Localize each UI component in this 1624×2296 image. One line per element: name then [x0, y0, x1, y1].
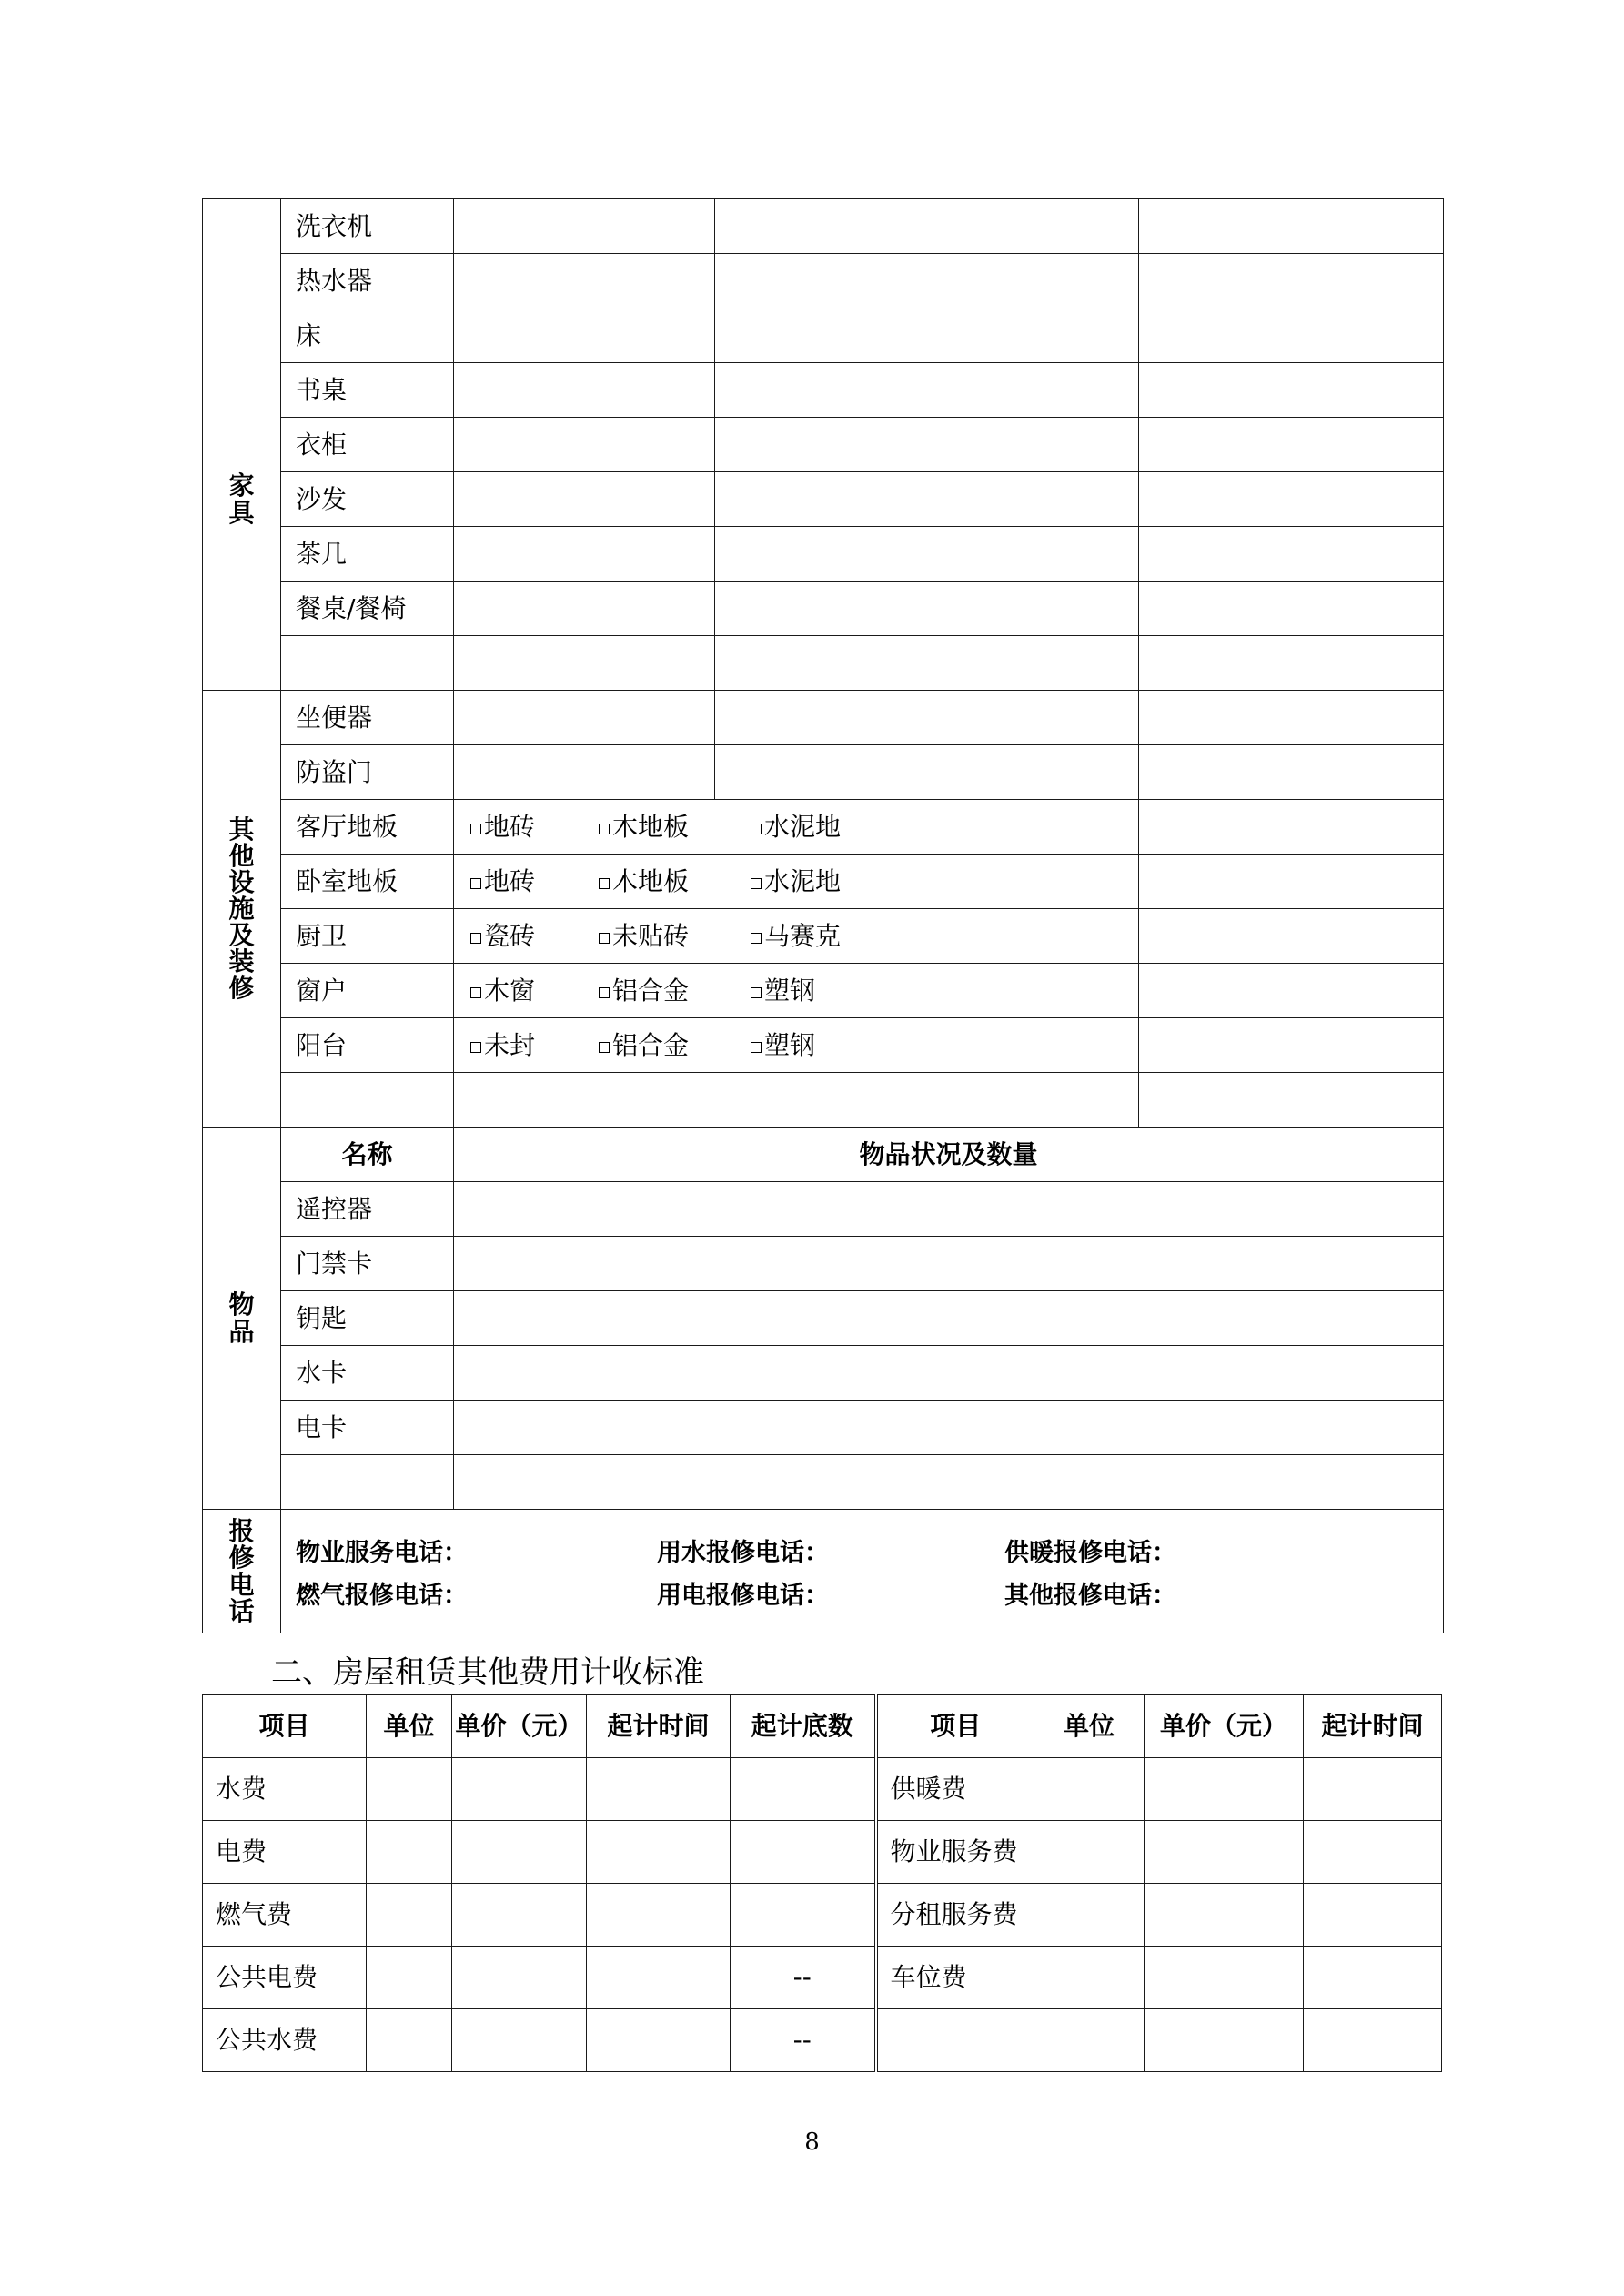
table-row [203, 418, 1444, 472]
water-repair-phone-label: 用水报修电话： [657, 1538, 829, 1567]
checkbox-icon[interactable] [599, 987, 610, 998]
option-label: 塑钢 [764, 975, 816, 1006]
table-row [203, 1018, 1444, 1073]
option-group [454, 909, 1139, 964]
dash-cell: -- [731, 2009, 876, 2072]
column-header: 单位 [1034, 1695, 1145, 1758]
category-char: 品 [228, 1316, 255, 1347]
blank-cell [454, 1401, 1444, 1455]
item-label: 防盗门 [281, 745, 454, 800]
table-row [203, 308, 1444, 363]
checkbox-option[interactable] [751, 920, 842, 951]
checkbox-icon[interactable] [470, 824, 481, 834]
category-char: 设 [228, 866, 255, 897]
item-label: 钥匙 [281, 1291, 454, 1346]
option-group [454, 1018, 1139, 1073]
checkbox-icon[interactable] [751, 1042, 762, 1053]
checkbox-option[interactable] [470, 920, 599, 951]
category-char: 具 [228, 497, 255, 528]
blank-cell [452, 1947, 587, 2009]
blank-cell [587, 1758, 731, 1821]
blank-cell [1145, 2009, 1304, 2072]
item-label: 门禁卡 [281, 1237, 454, 1291]
column-header: 起计时间 [1304, 1695, 1442, 1758]
blank-cell [452, 1758, 587, 1821]
blank-cell [367, 2009, 452, 2072]
checkbox-option[interactable] [751, 975, 816, 1006]
repair-phones [281, 1510, 1444, 1633]
option-label: 瓷砖 [484, 920, 536, 951]
column-header: 单价（元） [1145, 1695, 1304, 1758]
checkbox-option[interactable] [751, 865, 842, 896]
option-group [454, 855, 1139, 909]
blank-cell [715, 363, 963, 418]
table-row [203, 363, 1444, 418]
blank-cell [1304, 1821, 1442, 1884]
facilities-category [203, 691, 281, 1128]
goods-status-header: 物品状况及数量 [454, 1128, 1444, 1182]
option-label: 地砖 [484, 811, 536, 842]
table-row [203, 1821, 1442, 1884]
option-label: 铝合金 [612, 975, 690, 1006]
blank-cell [454, 1455, 1444, 1510]
item-label: 洗衣机 [281, 199, 454, 254]
section-title: 二、房屋租赁其他费用计收标准 [271, 1654, 704, 1691]
table-row [203, 1884, 1442, 1947]
item-label: 餐桌/餐椅 [281, 582, 454, 636]
table-row [203, 2009, 1442, 2072]
blank-cell [367, 1758, 452, 1821]
blank-cell [715, 199, 963, 254]
table-row [203, 199, 1444, 254]
checkbox-icon[interactable] [470, 933, 481, 944]
blank-cell [1034, 2009, 1145, 2072]
blank-cell [454, 1237, 1444, 1291]
blank-cell [1139, 909, 1444, 964]
table-row [203, 582, 1444, 636]
category-char: 修 [228, 973, 255, 1004]
blank-cell [281, 1073, 454, 1128]
table-row [203, 909, 1444, 964]
blank-cell [1139, 308, 1444, 363]
blank-cell [454, 582, 715, 636]
blank-cell [715, 308, 963, 363]
blank-cell [587, 1821, 731, 1884]
blank-cell [963, 472, 1139, 527]
checkbox-icon[interactable] [599, 824, 610, 834]
table-row [203, 1947, 1442, 2009]
blank-cell [1145, 1884, 1304, 1947]
fee-item-label: 分租服务费 [876, 1884, 1034, 1947]
blank-cell [731, 1758, 876, 1821]
fees-table [202, 1694, 1442, 2072]
option-label: 未贴砖 [612, 920, 690, 951]
blank-cell [454, 1291, 1444, 1346]
fee-item-label: 供暖费 [876, 1758, 1034, 1821]
blank-cell [454, 199, 715, 254]
blank-cell [454, 527, 715, 582]
blank-cell [1139, 527, 1444, 582]
checkbox-icon[interactable] [470, 878, 481, 889]
option-label: 水泥地 [764, 811, 842, 842]
other-repair-phone-label: 其他报修电话： [1004, 1581, 1176, 1610]
repair-category [203, 1510, 281, 1633]
blank-cell [963, 691, 1139, 745]
blank-cell [454, 636, 715, 691]
checkbox-icon[interactable] [751, 933, 762, 944]
fee-item-label: 燃气费 [203, 1884, 367, 1947]
blank-cell [1139, 363, 1444, 418]
blank-cell [1139, 745, 1444, 800]
blank-cell [963, 636, 1139, 691]
category-char: 报 [228, 1516, 255, 1547]
appliance-category-cell [203, 199, 281, 308]
blank-cell [963, 418, 1139, 472]
blank-cell [963, 363, 1139, 418]
table-row [203, 745, 1444, 800]
item-label: 窗户 [281, 964, 454, 1018]
option-label: 马赛克 [764, 920, 842, 951]
checkbox-option[interactable] [599, 975, 751, 1006]
table-row [203, 254, 1444, 308]
option-label: 水泥地 [764, 865, 842, 896]
phone-row [281, 1532, 1443, 1574]
blank-cell [1145, 1947, 1304, 2009]
blank-cell [281, 1455, 454, 1510]
blank-cell [367, 1821, 452, 1884]
table-row [203, 964, 1444, 1018]
checkbox-icon[interactable] [470, 1042, 481, 1053]
column-header: 起计时间 [587, 1695, 731, 1758]
blank-cell [1145, 1758, 1304, 1821]
heating-repair-phone-label: 供暖报修电话： [1004, 1538, 1176, 1567]
blank-cell [454, 308, 715, 363]
blank-cell [1139, 472, 1444, 527]
blank-cell [731, 1884, 876, 1947]
header-row [203, 1695, 1442, 1758]
blank-cell [1139, 199, 1444, 254]
checkbox-option[interactable] [599, 920, 751, 951]
blank-cell [454, 472, 715, 527]
table-row [203, 636, 1444, 691]
blank-cell [963, 308, 1139, 363]
checkbox-icon[interactable] [751, 987, 762, 998]
item-label: 坐便器 [281, 691, 454, 745]
checkbox-icon[interactable] [599, 933, 610, 944]
category-char: 话 [228, 1595, 255, 1626]
blank-cell [1304, 1758, 1442, 1821]
table-row [203, 1455, 1444, 1510]
blank-cell [715, 745, 963, 800]
blank-cell [454, 363, 715, 418]
item-label: 水卡 [281, 1346, 454, 1401]
category-char: 修 [228, 1542, 255, 1573]
item-label: 遥控器 [281, 1182, 454, 1237]
blank-cell [587, 1947, 731, 2009]
blank-cell [281, 636, 454, 691]
option-label: 未封 [484, 1029, 536, 1060]
table-row [203, 1237, 1444, 1291]
checkbox-icon[interactable] [599, 878, 610, 889]
checkbox-option[interactable] [470, 865, 599, 896]
blank-cell [1304, 1884, 1442, 1947]
table-row [203, 527, 1444, 582]
table-row [203, 1401, 1444, 1455]
blank-cell [367, 1947, 452, 2009]
blank-cell [715, 254, 963, 308]
column-header: 项目 [876, 1695, 1034, 1758]
item-label: 热水器 [281, 254, 454, 308]
blank-cell [731, 1821, 876, 1884]
item-label: 床 [281, 308, 454, 363]
column-header: 项目 [203, 1695, 367, 1758]
option-group [454, 964, 1139, 1018]
blank-cell [1145, 1821, 1304, 1884]
item-label: 书桌 [281, 363, 454, 418]
option-label: 地砖 [484, 865, 536, 896]
category-char: 他 [228, 840, 255, 871]
table-row [203, 472, 1444, 527]
checkbox-option[interactable] [599, 811, 751, 842]
property-service-phone-label: 物业服务电话： [296, 1538, 468, 1567]
power-repair-phone-label: 用电报修电话： [657, 1581, 829, 1610]
blank-cell [963, 745, 1139, 800]
blank-cell [1139, 582, 1444, 636]
blank-cell [1139, 691, 1444, 745]
blank-cell [452, 2009, 587, 2072]
checkbox-icon[interactable] [470, 987, 481, 998]
fee-item-label: 物业服务费 [876, 1821, 1034, 1884]
blank-cell [1034, 1947, 1145, 2009]
phone-row [281, 1574, 1443, 1617]
blank-cell [454, 745, 715, 800]
checkbox-option[interactable] [599, 865, 751, 896]
blank-cell [715, 636, 963, 691]
option-label: 木窗 [484, 975, 536, 1006]
blank-cell [1139, 636, 1444, 691]
blank-cell [454, 254, 715, 308]
gas-repair-phone-label: 燃气报修电话： [296, 1581, 468, 1610]
fee-item-label: 电费 [203, 1821, 367, 1884]
blank-cell [1034, 1884, 1145, 1947]
table-row [203, 1291, 1444, 1346]
category-char: 家 [228, 470, 255, 501]
blank-cell [1034, 1758, 1145, 1821]
item-label: 客厅地板 [281, 800, 454, 855]
checkbox-icon[interactable] [751, 824, 762, 834]
category-char: 装 [228, 946, 255, 977]
item-label: 厨卫 [281, 909, 454, 964]
option-label: 木地板 [612, 811, 690, 842]
option-label: 木地板 [612, 865, 690, 896]
inventory-table [202, 198, 1444, 1633]
blank-cell [367, 1884, 452, 1947]
category-char: 其 [228, 814, 255, 845]
item-label: 衣柜 [281, 418, 454, 472]
table-row [203, 1073, 1444, 1128]
blank-cell [715, 582, 963, 636]
table-row [203, 855, 1444, 909]
option-group [454, 800, 1139, 855]
option-label: 铝合金 [612, 1029, 690, 1060]
checkbox-option[interactable] [470, 1029, 599, 1060]
fee-item-label [876, 2009, 1034, 2072]
table-row [203, 1758, 1442, 1821]
blank-cell [963, 527, 1139, 582]
blank-cell [452, 1821, 587, 1884]
column-header: 单价（元） [452, 1695, 587, 1758]
blank-cell [715, 472, 963, 527]
table-row [203, 1128, 1444, 1182]
blank-cell [454, 1073, 1139, 1128]
item-label: 茶几 [281, 527, 454, 582]
fee-item-label: 车位费 [876, 1947, 1034, 2009]
checkbox-option[interactable] [599, 1029, 751, 1060]
blank-cell [1139, 964, 1444, 1018]
table-row [203, 1182, 1444, 1237]
goods-category [203, 1128, 281, 1510]
checkbox-option[interactable] [751, 1029, 816, 1060]
blank-cell [587, 1884, 731, 1947]
blank-cell [587, 2009, 731, 2072]
checkbox-option[interactable] [470, 975, 599, 1006]
blank-cell [1139, 855, 1444, 909]
table-row [203, 691, 1444, 745]
fee-item-label: 公共水费 [203, 2009, 367, 2072]
blank-cell [963, 254, 1139, 308]
column-header: 起计底数 [731, 1695, 876, 1758]
blank-cell [1139, 254, 1444, 308]
page-number: 8 [804, 2129, 820, 2156]
item-label: 沙发 [281, 472, 454, 527]
category-char: 电 [228, 1569, 255, 1600]
blank-cell [963, 582, 1139, 636]
dash-cell: -- [731, 1947, 876, 2009]
blank-cell [1034, 1821, 1145, 1884]
item-label: 电卡 [281, 1401, 454, 1455]
column-header: 单位 [367, 1695, 452, 1758]
blank-cell [963, 199, 1139, 254]
blank-cell [454, 1182, 1444, 1237]
fee-item-label: 水费 [203, 1758, 367, 1821]
category-char: 物 [228, 1290, 255, 1320]
blank-cell [1139, 418, 1444, 472]
blank-cell [1304, 1947, 1442, 2009]
table-row [203, 800, 1444, 855]
blank-cell [715, 418, 963, 472]
blank-cell [715, 527, 963, 582]
category-char: 施 [228, 893, 255, 924]
table-row [203, 1510, 1444, 1633]
category-char: 及 [228, 920, 255, 951]
furniture-category [203, 308, 281, 691]
fee-item-label: 公共电费 [203, 1947, 367, 2009]
blank-cell [1139, 1073, 1444, 1128]
blank-cell [1304, 2009, 1442, 2072]
blank-cell [1139, 1018, 1444, 1073]
item-label: 卧室地板 [281, 855, 454, 909]
blank-cell [715, 691, 963, 745]
item-label: 阳台 [281, 1018, 454, 1073]
blank-cell [452, 1884, 587, 1947]
blank-cell [1139, 800, 1444, 855]
checkbox-option[interactable] [751, 811, 842, 842]
blank-cell [454, 1346, 1444, 1401]
option-label: 塑钢 [764, 1029, 816, 1060]
goods-name-header: 名称 [281, 1128, 454, 1182]
checkbox-icon[interactable] [751, 878, 762, 889]
checkbox-icon[interactable] [599, 1042, 610, 1053]
blank-cell [454, 691, 715, 745]
checkbox-option[interactable] [470, 811, 599, 842]
blank-cell [454, 418, 715, 472]
table-row [203, 1346, 1444, 1401]
